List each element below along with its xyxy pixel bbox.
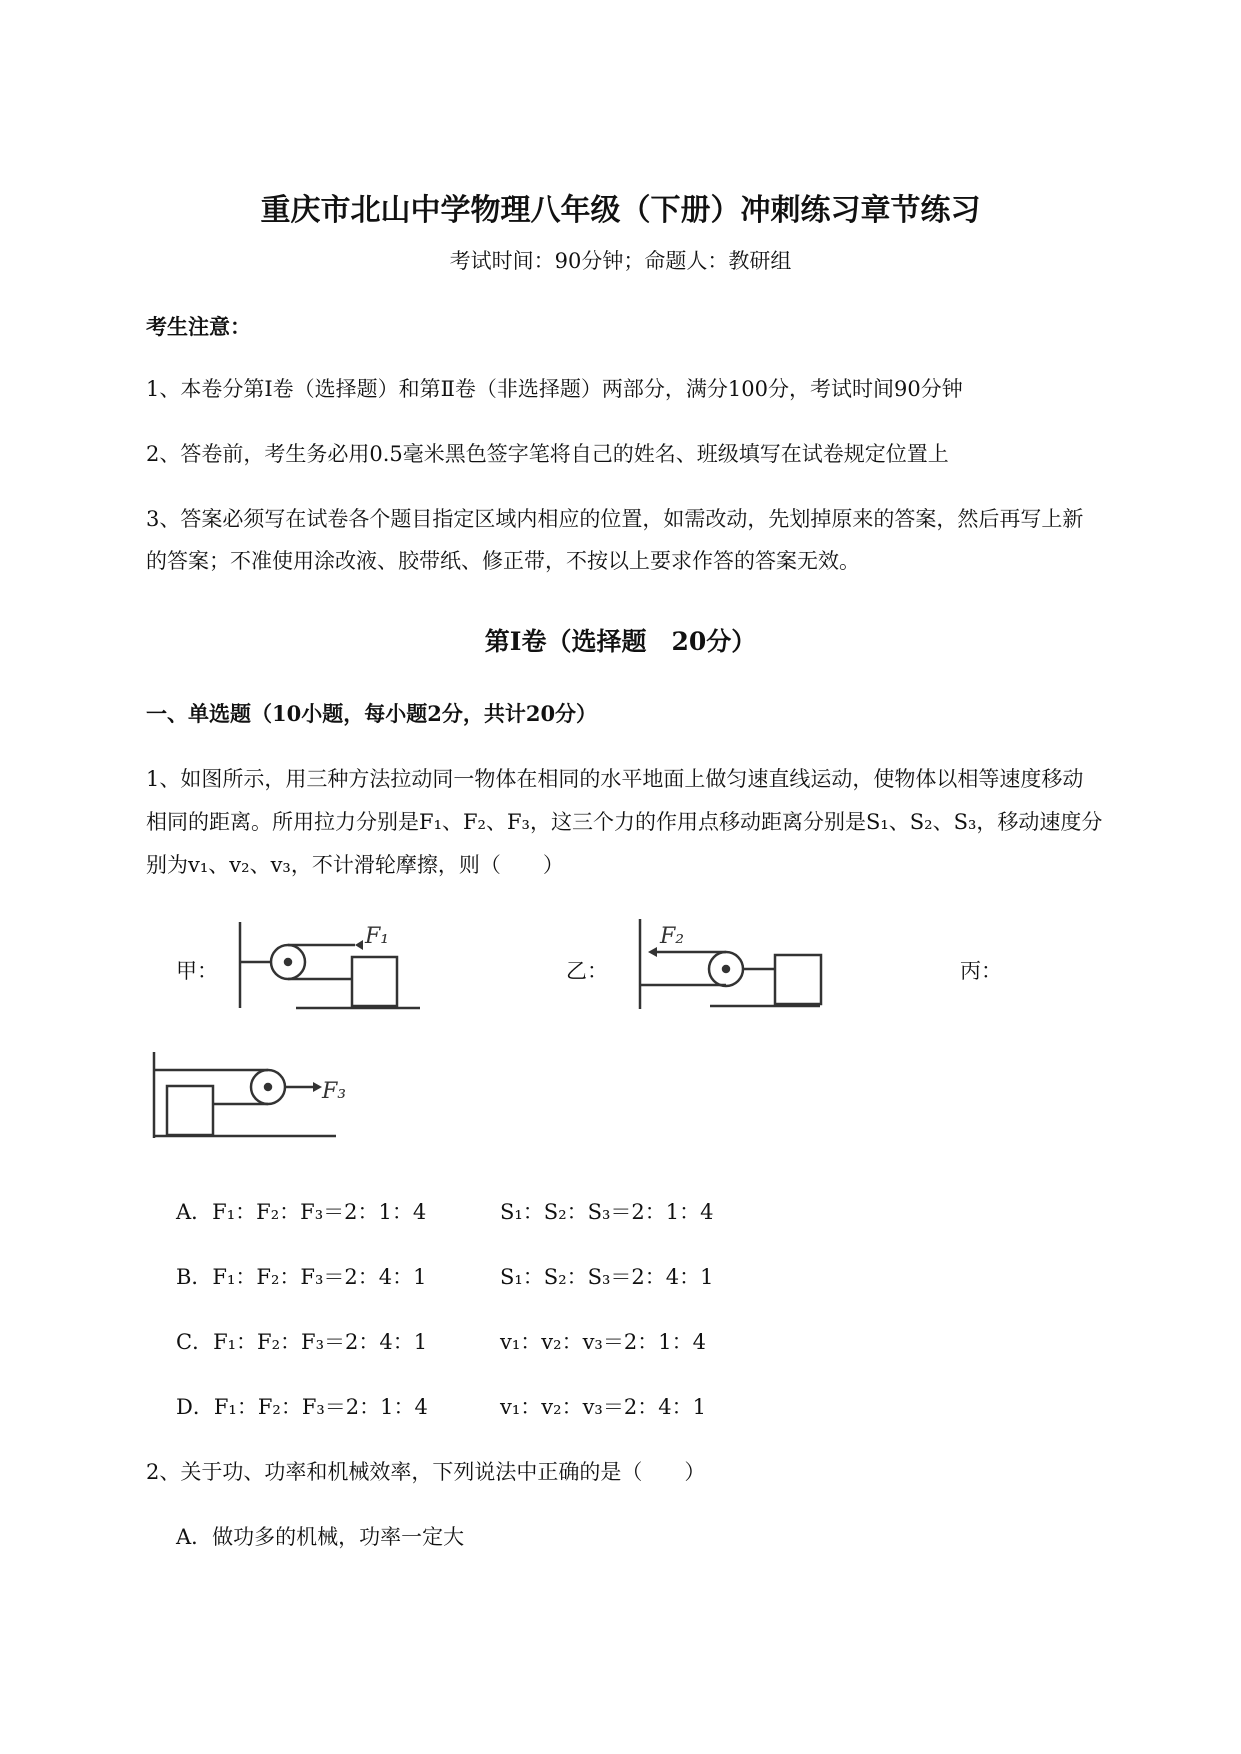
section-heading: 一、单选题（10小题，每小题2分，共计20分） — [146, 701, 598, 726]
part-title: 第I卷（选择题 20分） — [484, 627, 757, 656]
page-title: 重庆市北山中学物理八年级（下册）冲刺练习章节练习 — [260, 193, 981, 228]
question-1-option-d-ratio: v₁：v₂：v₃＝2：4：1 — [500, 1395, 706, 1419]
question-2-option-a[interactable]: A．做功多的机械，功率一定大 — [176, 1525, 465, 1549]
question-2-stem: 2、关于功、功率和机械效率，下列说法中正确的是（ ） — [146, 1460, 706, 1484]
pulley-diagram-jia — [230, 920, 430, 1012]
figure-label-jia: 甲： — [176, 959, 218, 983]
figure-label-yi: 乙： — [566, 959, 608, 983]
question-1-option-d[interactable]: D．F₁：F₂：F₃＝2：1：4 — [176, 1395, 428, 1419]
question-1-option-a-ratio: S₁：S₂：S₃＝2：1：4 — [500, 1200, 714, 1224]
notice-item-3-cont: 的答案；不准使用涂改液、胶带纸、修正带，不按以上要求作答的答案无效。 — [146, 549, 860, 573]
question-1-option-a[interactable]: A．F₁：F₂：F₃＝2：1：4 — [176, 1200, 427, 1224]
pulley-diagram-yi — [630, 915, 830, 1015]
notice-item-3: 3、答案必须写在试卷各个题目指定区域内相应的位置，如需改动，先划掉原来的答案，然后再写上新 — [146, 507, 1084, 531]
force-label-f2: F₂ — [660, 924, 685, 949]
exam-subtitle: 考试时间：90分钟；命题人：教研组 — [449, 249, 792, 273]
question-1-option-c-ratio: v₁：v₂：v₃＝2：1：4 — [500, 1330, 706, 1354]
notice-heading: 考生注意： — [146, 314, 251, 339]
notice-item-2: 2、答卷前，考生务必用0.5毫米黑色签字笔将自己的姓名、班级填写在试卷规定位置上 — [146, 442, 949, 466]
force-label-f3: F₃ — [322, 1079, 346, 1104]
question-1-option-b[interactable]: B．F₁：F₂：F₃＝2：4：1 — [176, 1265, 427, 1289]
question-1-option-c[interactable]: C．F₁：F₂：F₃＝2：4：1 — [176, 1330, 428, 1354]
figure-label-bing: 丙： — [960, 959, 1002, 983]
question-1-line-1: 1、如图所示，用三种方法拉动同一物体在相同的水平地面上做匀速直线运动，使物体以相等速度移动 — [146, 767, 1084, 791]
force-label-f1: F₁ — [365, 924, 390, 949]
question-1-line-2: 相同的距离。所用拉力分别是F₁、F₂、F₃，这三个力的作用点移动距离分别是S₁、S₂、S₃，移动速度分 — [146, 810, 1103, 834]
question-1-line-3: 别为v₁、v₂、v₃，不计滑轮摩擦，则（ ） — [146, 853, 564, 877]
notice-item-1: 1、本卷分第I卷（选择题）和第Ⅱ卷（非选择题）两部分，满分100分，考试时间90分钟 — [146, 377, 963, 401]
question-1-option-b-ratio: S₁：S₂：S₃＝2：4：1 — [500, 1265, 714, 1289]
pulley-diagram-bing — [146, 1048, 346, 1144]
